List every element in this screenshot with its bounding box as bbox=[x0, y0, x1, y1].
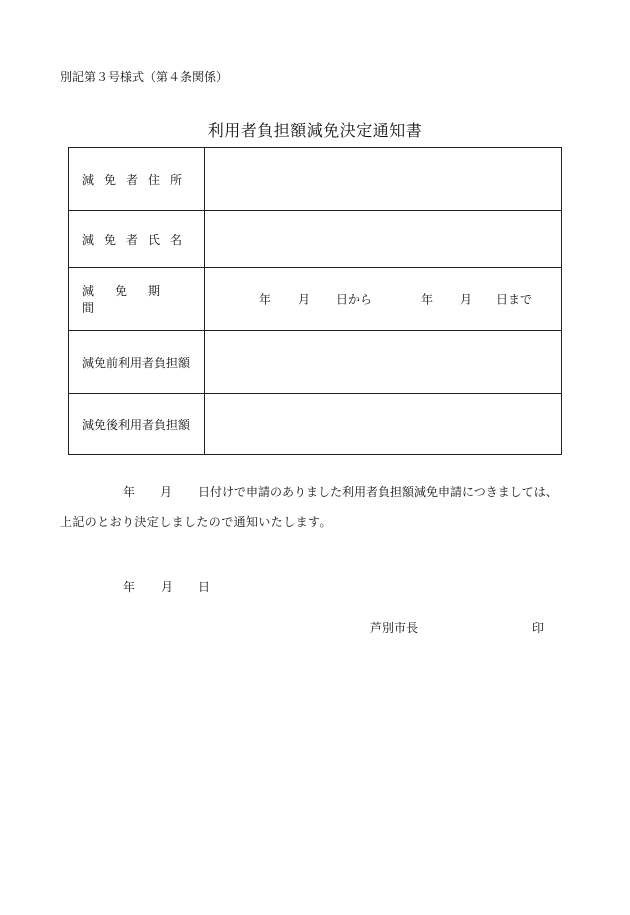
label-period: 減免期間 bbox=[69, 268, 205, 331]
form-reference: 別記第３号様式（第４条関係） bbox=[60, 70, 229, 84]
table-row-period bbox=[69, 268, 562, 331]
value-period bbox=[205, 268, 562, 331]
date-day: 日 bbox=[198, 580, 211, 594]
table-row-address bbox=[69, 148, 562, 211]
period-year-to: 年 bbox=[421, 292, 434, 307]
document-title: 利用者負担額減免決定通知書 bbox=[207, 121, 423, 140]
label-address: 減免者住所 bbox=[69, 148, 205, 211]
period-year-from: 年 bbox=[259, 292, 272, 307]
period-month-to: 月 bbox=[460, 292, 473, 307]
period-day-from: 日から bbox=[336, 292, 373, 307]
para-month: 月 bbox=[160, 485, 173, 499]
label-amount-after: 減免後利用者負担額 bbox=[69, 394, 205, 455]
issuer-name: 芦別市長 bbox=[370, 621, 419, 635]
value-amount-after bbox=[205, 394, 562, 455]
value-address bbox=[205, 148, 562, 211]
table-row-amount-before bbox=[69, 331, 562, 394]
value-name bbox=[205, 211, 562, 268]
notice-paragraph-line2: 上記のとおり決定しましたので通知いたします。 bbox=[60, 515, 332, 529]
para-year: 年 bbox=[123, 485, 136, 499]
date-year: 年 bbox=[123, 580, 136, 594]
seal-mark: 印 bbox=[532, 621, 545, 635]
label-amount-before: 減免前利用者負担額 bbox=[69, 331, 205, 394]
table-row-name bbox=[69, 211, 562, 268]
para-rest: 日付けで申請のありました利用者負担額減免申請につきましては、 bbox=[198, 485, 558, 499]
period-month-from: 月 bbox=[298, 292, 311, 307]
value-amount-before bbox=[205, 331, 562, 394]
date-month: 月 bbox=[161, 580, 174, 594]
table-row-amount-after bbox=[69, 394, 562, 455]
period-day-to: 日まで bbox=[496, 292, 533, 307]
notice-table bbox=[68, 147, 562, 455]
label-name: 減免者氏名 bbox=[69, 211, 205, 268]
